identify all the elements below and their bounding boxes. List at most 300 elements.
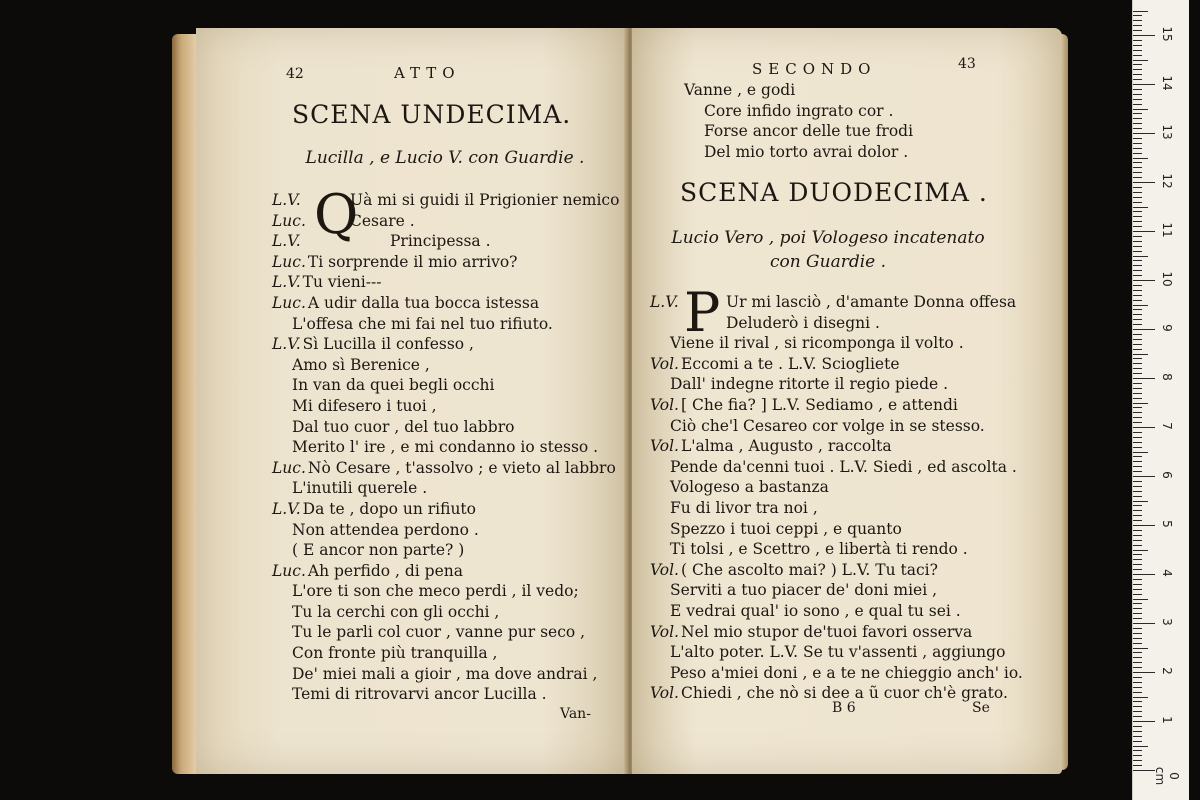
ruler-tick bbox=[1133, 113, 1142, 114]
ruler-tick bbox=[1133, 657, 1142, 658]
line-text: Ah perfido , di pena bbox=[307, 561, 463, 580]
ruler-tick bbox=[1133, 721, 1155, 722]
ruler-tick bbox=[1133, 486, 1142, 487]
text-line bbox=[272, 375, 622, 396]
ruler-tick bbox=[1133, 79, 1142, 80]
ruler-tick bbox=[1133, 706, 1142, 707]
ruler-tick bbox=[1133, 319, 1142, 320]
ruler-tick bbox=[1133, 358, 1142, 359]
ruler-tick bbox=[1133, 491, 1142, 492]
line-text: Sì Lucilla il confesso , bbox=[302, 335, 474, 354]
line-text: Vanne , e godi bbox=[684, 81, 796, 99]
text-line bbox=[272, 684, 622, 705]
text-line bbox=[650, 642, 1026, 663]
ruler-tick bbox=[1133, 594, 1142, 595]
ruler-number: 0 cm bbox=[1153, 766, 1181, 786]
ruler-tick bbox=[1133, 510, 1142, 511]
text-line bbox=[650, 601, 1026, 622]
line-text: Spezzo i tuoi ceppi , e quanto bbox=[670, 519, 902, 538]
ruler-tick bbox=[1133, 363, 1142, 364]
right-text-lines bbox=[650, 292, 1026, 704]
ruler-tick bbox=[1133, 628, 1142, 629]
ruler-tick bbox=[1133, 305, 1148, 306]
ruler-tick bbox=[1133, 403, 1148, 404]
ruler-tick bbox=[1133, 697, 1148, 698]
line-text: Core infido ingrato cor . bbox=[704, 101, 894, 120]
speaker-label: Vol. bbox=[650, 560, 679, 579]
right-cast-line-2: con Guardie . bbox=[769, 252, 887, 272]
text-line bbox=[650, 333, 1026, 354]
text-line bbox=[272, 272, 622, 293]
line-text: Merito l' ire , e mi condanno io stesso . bbox=[292, 438, 599, 457]
ruler-tick bbox=[1133, 329, 1155, 330]
ruler-tick bbox=[1133, 60, 1148, 61]
ruler-tick bbox=[1133, 422, 1142, 423]
ruler-tick bbox=[1133, 138, 1142, 139]
ruler-tick bbox=[1133, 476, 1155, 477]
left-cast-list: Lucilla , e Lucio V. con Guardie . bbox=[305, 148, 585, 168]
ruler-tick bbox=[1133, 726, 1142, 727]
ruler-tick bbox=[1133, 11, 1148, 12]
line-text: L'inutili querele . bbox=[292, 479, 428, 498]
speaker-label: L.V. bbox=[272, 499, 301, 518]
ruler-tick bbox=[1133, 662, 1142, 663]
ruler-tick bbox=[1133, 35, 1155, 36]
ruler-tick bbox=[1133, 226, 1142, 227]
ruler-tick bbox=[1133, 221, 1142, 222]
ruler-tick bbox=[1133, 741, 1142, 742]
ruler-tick bbox=[1133, 15, 1142, 16]
text-line bbox=[272, 643, 622, 664]
ruler-tick bbox=[1133, 701, 1142, 702]
ruler-tick bbox=[1133, 231, 1155, 232]
left-scene-title: SCENA UNDECIMA. bbox=[292, 100, 572, 129]
text-line bbox=[272, 252, 622, 273]
line-text: Ti tolsi , e Scettro , e libertà ti rendo . bbox=[670, 540, 968, 559]
ruler-tick bbox=[1133, 574, 1155, 575]
ruler-tick bbox=[1133, 236, 1142, 237]
ruler-tick bbox=[1133, 89, 1142, 90]
text-line bbox=[272, 581, 622, 602]
ruler-tick bbox=[1133, 187, 1142, 188]
ruler-tick bbox=[1133, 417, 1142, 418]
ruler-number: 14 bbox=[1160, 75, 1174, 91]
text-line bbox=[650, 477, 1026, 498]
line-text: Ciò che'l Cesareo cor volge in se stesso. bbox=[670, 416, 985, 435]
ruler-tick bbox=[1133, 378, 1155, 379]
ruler-tick bbox=[1133, 559, 1142, 560]
ruler-tick bbox=[1133, 765, 1142, 766]
line-text: E vedrai qual' io sono , e qual tu sei . bbox=[670, 601, 961, 620]
ruler-tick bbox=[1133, 603, 1142, 604]
ruler-tick bbox=[1133, 466, 1142, 467]
ruler-tick bbox=[1133, 314, 1142, 315]
line-text: L'ore ti son che meco perdi , il vedo; bbox=[292, 582, 579, 601]
ruler-tick bbox=[1133, 197, 1142, 198]
line-text: Con fronte più tranquilla , bbox=[292, 644, 498, 663]
text-line bbox=[650, 498, 1026, 519]
ruler-number: 10 bbox=[1160, 271, 1174, 287]
ruler-tick bbox=[1133, 427, 1155, 428]
line-text: A udir dalla tua bocca istessa bbox=[307, 293, 540, 312]
line-text: [ Che fia? ] L.V. Sediamo , e attendi bbox=[681, 395, 958, 414]
ruler-tick bbox=[1133, 760, 1142, 761]
ruler-tick bbox=[1133, 265, 1142, 266]
ruler-tick bbox=[1133, 633, 1142, 634]
text-line bbox=[272, 355, 622, 376]
ruler-tick bbox=[1133, 25, 1142, 26]
book-fore-edge-left bbox=[172, 34, 198, 774]
ruler-tick bbox=[1133, 256, 1148, 257]
ruler-tick bbox=[1133, 280, 1155, 281]
speaker-label: Luc. bbox=[272, 211, 306, 230]
text-line bbox=[272, 561, 622, 582]
text-line bbox=[650, 395, 1026, 416]
text-line bbox=[272, 602, 622, 623]
text-line bbox=[650, 622, 1026, 643]
text-line bbox=[650, 416, 1026, 437]
ruler-tick bbox=[1133, 589, 1142, 590]
ruler-tick bbox=[1133, 339, 1142, 340]
ruler-tick bbox=[1133, 750, 1142, 751]
ruler-tick bbox=[1133, 50, 1142, 51]
ruler-tick bbox=[1133, 746, 1148, 747]
ruler-tick bbox=[1133, 682, 1142, 683]
ruler-tick bbox=[1133, 373, 1142, 374]
text-line bbox=[272, 664, 622, 685]
text-line bbox=[272, 396, 622, 417]
line-text: Del mio torto avrai dolor . bbox=[704, 142, 909, 161]
ruler-tick bbox=[1133, 202, 1142, 203]
ruler-tick bbox=[1133, 618, 1142, 619]
line-text: Forse ancor delle tue frodi bbox=[704, 122, 914, 141]
text-line bbox=[272, 231, 622, 252]
line-text: Da te , dopo un rifiuto bbox=[302, 499, 476, 518]
line-text: L'alto poter. L.V. Se tu v'assenti , aggiungo bbox=[670, 643, 1006, 662]
text-line bbox=[650, 313, 1026, 334]
ruler-number: 6 bbox=[1160, 471, 1174, 479]
ruler-tick bbox=[1133, 104, 1142, 105]
ruler-tick bbox=[1133, 211, 1142, 212]
line-text: Vologeso a bastanza bbox=[670, 478, 829, 497]
ruler-tick bbox=[1133, 207, 1148, 208]
ruler-tick bbox=[1133, 755, 1142, 756]
text-line bbox=[272, 314, 622, 335]
text-line bbox=[684, 101, 1024, 122]
text-line bbox=[684, 121, 1024, 142]
ruler-tick bbox=[1133, 148, 1142, 149]
right-drop-initial: P bbox=[684, 281, 721, 344]
ruler-tick bbox=[1133, 540, 1142, 541]
text-line bbox=[272, 540, 622, 561]
ruler-tick bbox=[1133, 731, 1142, 732]
line-text: Tu le parli col cuor , vanne pur seco , bbox=[292, 623, 586, 642]
ruler-tick bbox=[1133, 216, 1142, 217]
ruler-tick bbox=[1133, 442, 1142, 443]
left-running-head: ATTO bbox=[394, 64, 461, 82]
text-line bbox=[650, 663, 1026, 684]
ruler-tick bbox=[1133, 162, 1142, 163]
speaker-label: L.V. bbox=[272, 232, 301, 251]
left-catchword: Van- bbox=[560, 706, 591, 722]
ruler-number: 5 bbox=[1160, 520, 1174, 528]
line-text: Principessa . bbox=[390, 232, 491, 251]
ruler-tick bbox=[1133, 393, 1142, 394]
right-catchword: Se bbox=[972, 700, 990, 716]
text-line bbox=[684, 142, 1024, 163]
ruler-tick bbox=[1133, 167, 1142, 168]
ruler-number: 13 bbox=[1160, 124, 1174, 140]
text-line bbox=[272, 458, 622, 479]
ruler-tick bbox=[1133, 652, 1142, 653]
ruler-tick bbox=[1133, 437, 1142, 438]
text-line bbox=[272, 437, 622, 458]
ruler-tick bbox=[1133, 285, 1142, 286]
line-text: Non attendea perdono . bbox=[292, 520, 479, 539]
ruler-tick bbox=[1133, 45, 1142, 46]
ruler-tick bbox=[1133, 158, 1148, 159]
line-text: In van da quei begli occhi bbox=[292, 376, 495, 395]
scale-ruler bbox=[1132, 0, 1189, 800]
ruler-tick bbox=[1133, 623, 1155, 624]
speaker-label: Vol. bbox=[650, 684, 679, 703]
speaker-label: Luc. bbox=[272, 252, 306, 271]
line-text: Nò Cesare , t'assolvo ; e vieto al labbro bbox=[307, 458, 616, 477]
ruler-number: 2 bbox=[1160, 667, 1174, 675]
text-line bbox=[272, 211, 622, 232]
speaker-label: Vol. bbox=[650, 354, 679, 373]
ruler-tick bbox=[1133, 564, 1142, 565]
speaker-label: L.V. bbox=[272, 191, 301, 209]
ruler-tick bbox=[1133, 569, 1142, 570]
text-line bbox=[650, 457, 1026, 478]
speaker-label: Vol. bbox=[650, 622, 679, 641]
ruler-tick bbox=[1133, 584, 1142, 585]
line-text: Mi difesero i tuoi , bbox=[292, 396, 437, 415]
text-line bbox=[650, 374, 1026, 395]
ruler-tick bbox=[1133, 290, 1142, 291]
ruler-tick bbox=[1133, 295, 1142, 296]
text-line bbox=[272, 622, 622, 643]
ruler-tick bbox=[1133, 30, 1142, 31]
ruler-tick bbox=[1133, 505, 1142, 506]
line-text: Peso a'miei doni , e a te ne chieggio anch' io. bbox=[670, 663, 1023, 682]
text-line bbox=[272, 499, 622, 520]
ruler-tick bbox=[1133, 324, 1142, 325]
ruler-tick bbox=[1133, 128, 1142, 129]
ruler-tick bbox=[1133, 525, 1155, 526]
ruler-tick bbox=[1133, 672, 1155, 673]
ruler-tick bbox=[1133, 123, 1142, 124]
text-line bbox=[650, 354, 1026, 375]
right-running-head: SECONDO bbox=[752, 60, 877, 78]
line-text: Eccomi a te . L.V. Sciogliete bbox=[681, 354, 900, 373]
right-signature-mark: B 6 bbox=[832, 700, 856, 716]
right-page-number: 43 bbox=[958, 56, 976, 72]
line-text: Amo sì Berenice , bbox=[292, 355, 430, 374]
text-line bbox=[650, 519, 1026, 540]
ruler-tick bbox=[1133, 608, 1142, 609]
ruler-tick bbox=[1133, 354, 1148, 355]
line-text: ( E ancor non parte? ) bbox=[292, 541, 465, 560]
ruler-tick bbox=[1133, 648, 1148, 649]
line-text: Cesare . bbox=[350, 211, 415, 230]
line-text: De' miei mali a gioir , ma dove andrai , bbox=[292, 664, 598, 683]
ruler-tick bbox=[1133, 143, 1142, 144]
ruler-tick bbox=[1133, 182, 1155, 183]
speaker-label: L.V. bbox=[272, 335, 301, 354]
text-line bbox=[650, 292, 1026, 313]
line-text: Viene il rival , si ricomponga il volto . bbox=[670, 334, 964, 353]
left-page-number: 42 bbox=[286, 66, 304, 82]
right-cast-line-1: Lucio Vero , poi Vologeso incatenato bbox=[671, 228, 985, 248]
line-text: ( Che ascolto mai? ) L.V. Tu taci? bbox=[681, 560, 938, 579]
text-line bbox=[650, 560, 1026, 581]
ruler-tick bbox=[1133, 383, 1142, 384]
ruler-tick bbox=[1133, 251, 1142, 252]
ruler-number: 1 bbox=[1160, 716, 1174, 724]
ruler-tick bbox=[1133, 481, 1142, 482]
ruler-tick bbox=[1133, 133, 1155, 134]
ruler-tick bbox=[1133, 515, 1142, 516]
ruler-tick bbox=[1133, 99, 1142, 100]
ruler-tick bbox=[1133, 432, 1142, 433]
line-text: Deluderò i disegni . bbox=[726, 313, 880, 332]
ruler-tick bbox=[1133, 643, 1142, 644]
ruler-tick bbox=[1133, 109, 1148, 110]
ruler-tick bbox=[1133, 344, 1142, 345]
ruler-tick bbox=[1133, 153, 1142, 154]
speaker-label: L.V. bbox=[272, 273, 301, 292]
ruler-tick bbox=[1133, 461, 1142, 462]
ruler-tick bbox=[1133, 241, 1142, 242]
line-text: Ur mi lasciò , d'amante Donna offesa bbox=[726, 293, 1017, 311]
ruler-tick bbox=[1133, 770, 1155, 771]
ruler-tick bbox=[1133, 452, 1148, 453]
ruler-tick bbox=[1133, 64, 1142, 65]
ruler-tick bbox=[1133, 260, 1142, 261]
line-text: L'offesa che mi fai nel tuo rifiuto. bbox=[292, 314, 553, 333]
right-scene-title: SCENA DUODECIMA . bbox=[680, 178, 988, 207]
ruler-tick bbox=[1133, 84, 1155, 85]
ruler-tick bbox=[1133, 520, 1142, 521]
ruler-tick bbox=[1133, 349, 1142, 350]
speaker-label: Vol. bbox=[650, 437, 679, 456]
text-line bbox=[650, 436, 1026, 457]
ruler-tick bbox=[1133, 613, 1142, 614]
ruler-tick bbox=[1133, 74, 1142, 75]
ruler-tick bbox=[1133, 530, 1142, 531]
ruler-tick bbox=[1133, 471, 1142, 472]
ruler-tick bbox=[1133, 334, 1142, 335]
line-text: Tu vieni--- bbox=[302, 273, 382, 292]
ruler-tick bbox=[1133, 599, 1148, 600]
ruler-tick bbox=[1133, 550, 1148, 551]
text-line bbox=[272, 190, 622, 211]
line-text: Pende da'cenni tuoi . L.V. Siedi , ed ascolta . bbox=[670, 457, 1017, 476]
speaker-label: L.V. bbox=[650, 293, 679, 311]
ruler-tick bbox=[1133, 94, 1142, 95]
text-line bbox=[272, 293, 622, 314]
speaker-label: Luc. bbox=[272, 293, 306, 312]
ruler-tick bbox=[1133, 496, 1142, 497]
ruler-tick bbox=[1133, 192, 1142, 193]
ruler-tick bbox=[1133, 40, 1142, 41]
ruler-tick bbox=[1133, 270, 1142, 271]
left-text-lines bbox=[272, 183, 622, 705]
ruler-tick bbox=[1133, 638, 1142, 639]
ruler-tick bbox=[1133, 692, 1142, 693]
ruler-tick bbox=[1133, 545, 1142, 546]
ruler-tick bbox=[1133, 711, 1142, 712]
ruler-tick bbox=[1133, 687, 1142, 688]
ruler-number: 7 bbox=[1160, 422, 1174, 430]
ruler-tick bbox=[1133, 172, 1142, 173]
ruler-tick bbox=[1133, 309, 1142, 310]
line-text: Ti sorprende il mio arrivo? bbox=[307, 252, 518, 271]
ruler-tick bbox=[1133, 398, 1142, 399]
ruler-tick bbox=[1133, 275, 1142, 276]
text-line bbox=[684, 80, 1024, 101]
ruler-tick bbox=[1133, 55, 1142, 56]
ruler-tick bbox=[1133, 246, 1142, 247]
ruler-tick bbox=[1133, 535, 1142, 536]
line-text: Fu di livor tra noi , bbox=[670, 498, 818, 517]
text-line bbox=[650, 580, 1026, 601]
ruler-tick bbox=[1133, 736, 1142, 737]
ruler-number: 9 bbox=[1160, 324, 1174, 332]
line-text: Nel mio stupor de'tuoi favori osserva bbox=[681, 622, 973, 641]
ruler-tick bbox=[1133, 677, 1142, 678]
book-fore-edge-right bbox=[1060, 34, 1068, 770]
right-aria-lines bbox=[684, 80, 1024, 162]
speaker-label: Vol. bbox=[650, 395, 679, 414]
ruler-tick bbox=[1133, 407, 1142, 408]
line-text: Dal tuo cuor , del tuo labbro bbox=[292, 417, 515, 436]
speaker-label: Luc. bbox=[272, 458, 306, 477]
line-text: Serviti a tuo piacer de' doni miei , bbox=[670, 581, 938, 600]
ruler-tick bbox=[1133, 69, 1142, 70]
ruler-tick bbox=[1133, 368, 1142, 369]
ruler-tick bbox=[1133, 20, 1142, 21]
ruler-number: 4 bbox=[1160, 569, 1174, 577]
line-text: Dall' indegne ritorte il regio piede . bbox=[670, 375, 949, 394]
ruler-tick bbox=[1133, 300, 1142, 301]
text-line bbox=[272, 478, 622, 499]
ruler-tick bbox=[1133, 388, 1142, 389]
ruler-tick bbox=[1133, 716, 1142, 717]
ruler-number: 3 bbox=[1160, 618, 1174, 626]
ruler-number: 8 bbox=[1160, 373, 1174, 381]
ruler-number: 15 bbox=[1160, 26, 1174, 42]
text-line bbox=[272, 417, 622, 438]
line-text: L'alma , Augusto , raccolta bbox=[681, 437, 892, 456]
ruler-tick bbox=[1133, 177, 1142, 178]
line-text: Temi di ritrovarvi ancor Lucilla . bbox=[292, 685, 547, 704]
ruler-tick bbox=[1133, 412, 1142, 413]
line-text: Uà mi si guidi il Prigionier nemico bbox=[350, 191, 620, 209]
ruler-tick bbox=[1133, 118, 1142, 119]
text-line bbox=[650, 539, 1026, 560]
ruler-tick bbox=[1133, 579, 1142, 580]
ruler-tick bbox=[1133, 667, 1142, 668]
ruler-tick bbox=[1133, 554, 1142, 555]
ruler-number: 11 bbox=[1160, 222, 1174, 238]
line-text: Chiedi , che nò si dee a ũ cuor ch'è grato. bbox=[681, 684, 1008, 703]
speaker-label: Luc. bbox=[272, 561, 306, 580]
ruler-tick bbox=[1133, 456, 1142, 457]
text-line bbox=[272, 334, 622, 355]
